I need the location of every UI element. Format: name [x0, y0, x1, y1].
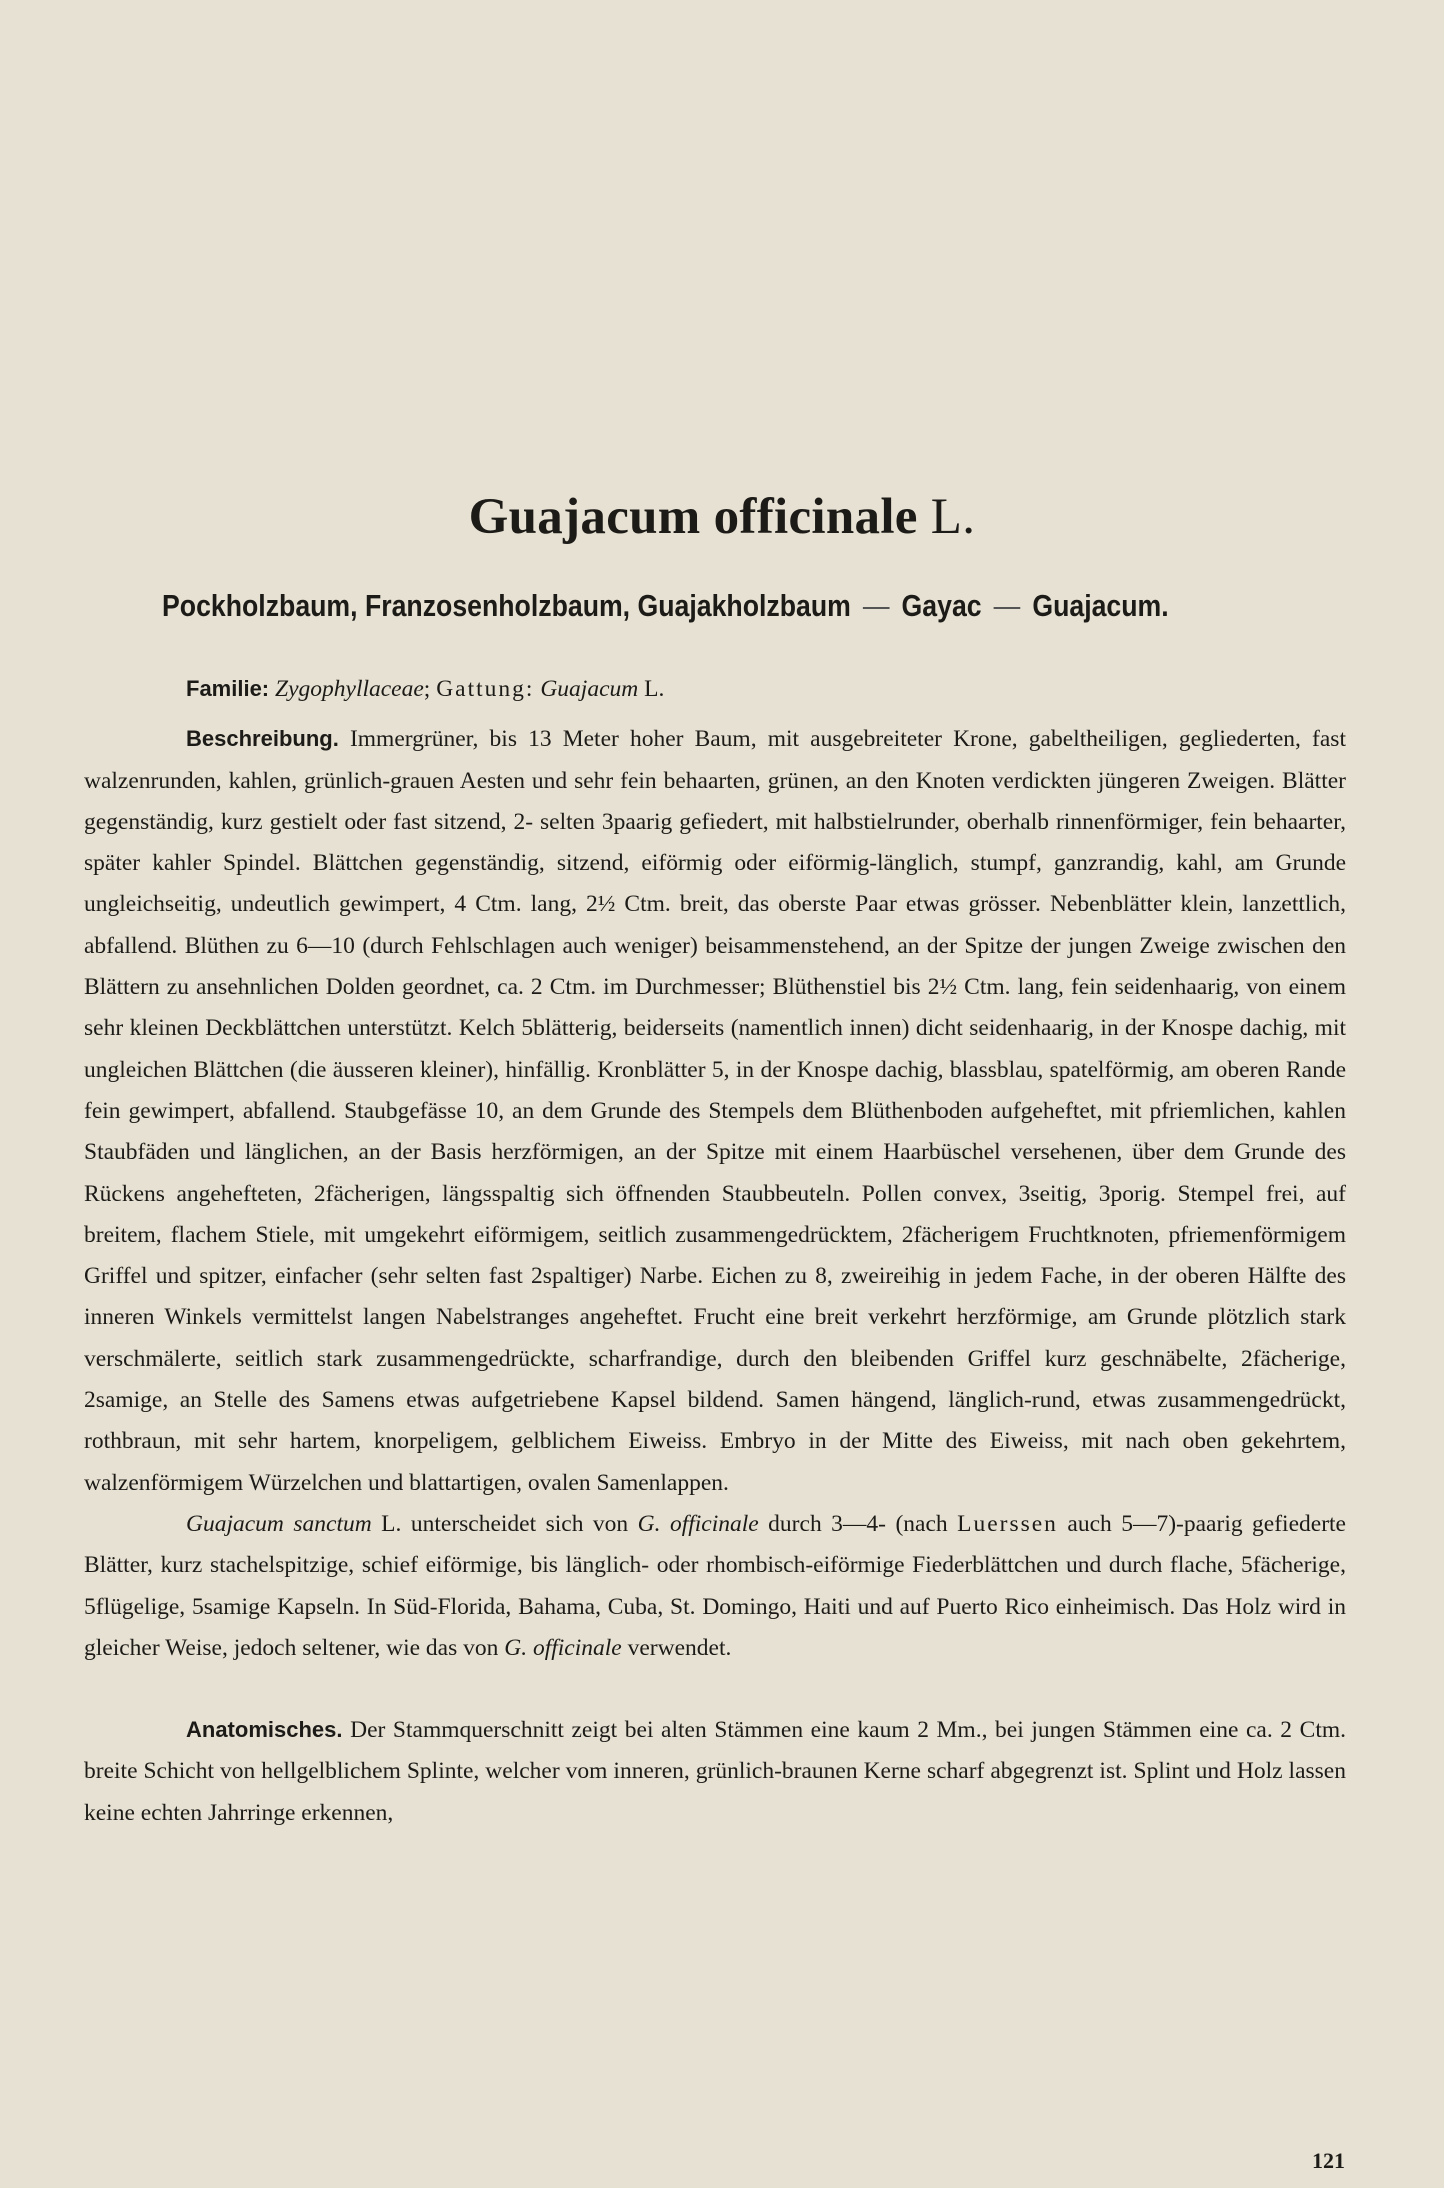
species-name: Guajacum officinale	[468, 489, 918, 545]
anatomy-text: Der Stammquerschnitt zeigt bei alten Stämmen eine kaum 2 Mm., bei jungen Stämmen eine ca. 2 Ctm. breite Schicht von hellgelblichem Splinte, welcher vom inneren, grünlich-braunen Kerne scharf abgegrenzt ist. Splint und Holz lassen keine echten Jahrringe erkennen,	[84, 1717, 1346, 1826]
sanctum-name: Guajacum sanctum	[186, 1510, 372, 1537]
sanctum-paragraph	[84, 1504, 1346, 1669]
dash-separator: —	[993, 588, 1021, 623]
genus-name: Guajacum	[540, 676, 639, 702]
genus-author: L.	[644, 676, 665, 702]
german-names: Pockholzbaum, Franzosenholzbaum, Guajakholzbaum	[162, 588, 851, 623]
genus-label: Gattung:	[436, 676, 535, 702]
french-name: Gayac	[901, 588, 982, 623]
officinale-ref: G. officinale	[504, 1634, 622, 1661]
common-names	[162, 588, 1169, 624]
sanctum-text-2: durch 3—4- (nach	[758, 1510, 958, 1537]
family-name: Zygophyllaceae	[275, 676, 424, 702]
page-number: 121	[1312, 2148, 1345, 2173]
description-label: Beschreibung.	[186, 726, 339, 752]
description-text: Immergrüner, bis 13 Meter hoher Baum, mit ausgebreiteter Krone, gabeltheiligen, gegliederten, fast walzenrunden, kahlen, grünlich-grauen Aesten und sehr fein behaarten, grünen, an den Knoten verdickten jüngeren Zweigen. Blätter gegenständig, kurz gestielt oder fast sitzend, 2- selten 3paarig gefiedert, mit halbstielrunder, oberhalb rinnenförmiger, fein behaarter, später kahler Spindel. Blättchen gegenständig, sitzend, eiförmig oder eiförmig-länglich, stumpf, ganzrandig, kahl, am Grunde ungleichseitig, undeutlich gewimpert, 4 Ctm. lang, 2½ Ctm. breit, das oberste Paar etwas grösser. Nebenblätter klein, lanzettlich, abfallend. Blüthen zu 6—10 (durch Fehlschlagen auch weniger) beisammenstehend, an der Spitze der jungen Zweige zwischen den Blättern zu ansehnlichen Dolden geordnet, ca. 2 Ctm. im Durchmesser; Blüthenstiel bis 2½ Ctm. lang, fein seidenhaarig, von einem sehr kleinen Deckblättchen unterstützt. Kelch 5blätterig, beiderseits (namentlich innen) dicht seidenhaarig, in der Knospe dachig, mit ungleichen Blättchen (die äusseren kleiner), hinfällig. Kronblätter 5, in der Knospe dachig, blassblau, spatelförmig, am oberen Rande fein gewimpert, abfallend. Staubgefässe 10, an dem Grunde des Stempels dem Blüthenboden aufgeheftet, mit pfriemlichen, kahlen Staubfäden und länglichen, an der Basis herzförmigen, an der Spitze mit einem Haarbüschel versehenen, über dem Grunde des Rückens angehefteten, 2fächerigen, längsspaltig sich öffnenden Staubbeuteln. Pollen convex, 3seitig, 3porig. Stempel frei, auf breitem, flachem Stiele, mit umgekehrt eiförmigem, seitlich zusammengedrücktem, 2fächerigem Fruchtknoten, pfriemenförmigem Griffel und spitzer, einfacher (sehr selten fast 2spaltiger) Narbe. Eichen zu 8, zweireihig in jedem Fache, in der oberen Hälfte des inneren Winkels vermittelst langen Nabelstranges angeheftet. Frucht eine breit verkehrt herzförmige, am Grunde plötzlich stark verschmälerte, seitlich stark zusammengedrückte, scharfrandige, durch den bleibenden Griffel kurz geschnäbelte, 2fächerige, 2samige, an Stelle des Samens etwas aufgetriebene Kapsel bildend. Samen hängend, länglich-rund, etwas zusammengedrückt, rothbraun, mit sehr hartem, knorpeligem, gelblichem Eiweiss. Embryo in der Mitte des Eiweiss, mit nach oben gekehrtem, walzenförmigem Würzelchen und blattartigen, ovalen Samenlappen.	[84, 726, 1346, 1496]
sanctum-text-3: auch 5—7)-paarig gefiederte Blätter, kurz stachelspitzige, schief eiförmige, bis länglich- oder rhombisch-eiförmige Fiederblättchen und durch flache, 5fächerige, 5flügelige, 5samige Kapseln. In Süd-Florida, Bahama, Cuba, St. Domingo, Haiti und auf Puerto Rico einheimisch. Das Holz wird in gleicher Weise, jedoch seltener, wie das von	[84, 1510, 1346, 1661]
anatomy-label: Anatomisches.	[186, 1717, 343, 1743]
body-text	[84, 668, 1346, 1834]
dash-separator: —	[862, 588, 890, 623]
officinale-ref: G. officinale	[637, 1510, 759, 1537]
sanctum-text-1: L. unterscheidet sich von	[371, 1510, 638, 1537]
family-label: Familie:	[186, 676, 270, 701]
description-paragraph	[84, 718, 1346, 1504]
sanctum-text-4: verwendet.	[621, 1634, 732, 1661]
separator: ;	[423, 676, 431, 702]
page-title	[0, 488, 1444, 546]
anatomy-paragraph	[84, 1709, 1346, 1834]
author-ref: Luerssen	[957, 1510, 1058, 1537]
family-line	[84, 668, 1346, 710]
species-author: L.	[930, 489, 976, 545]
latin-name: Guajacum.	[1032, 588, 1169, 623]
